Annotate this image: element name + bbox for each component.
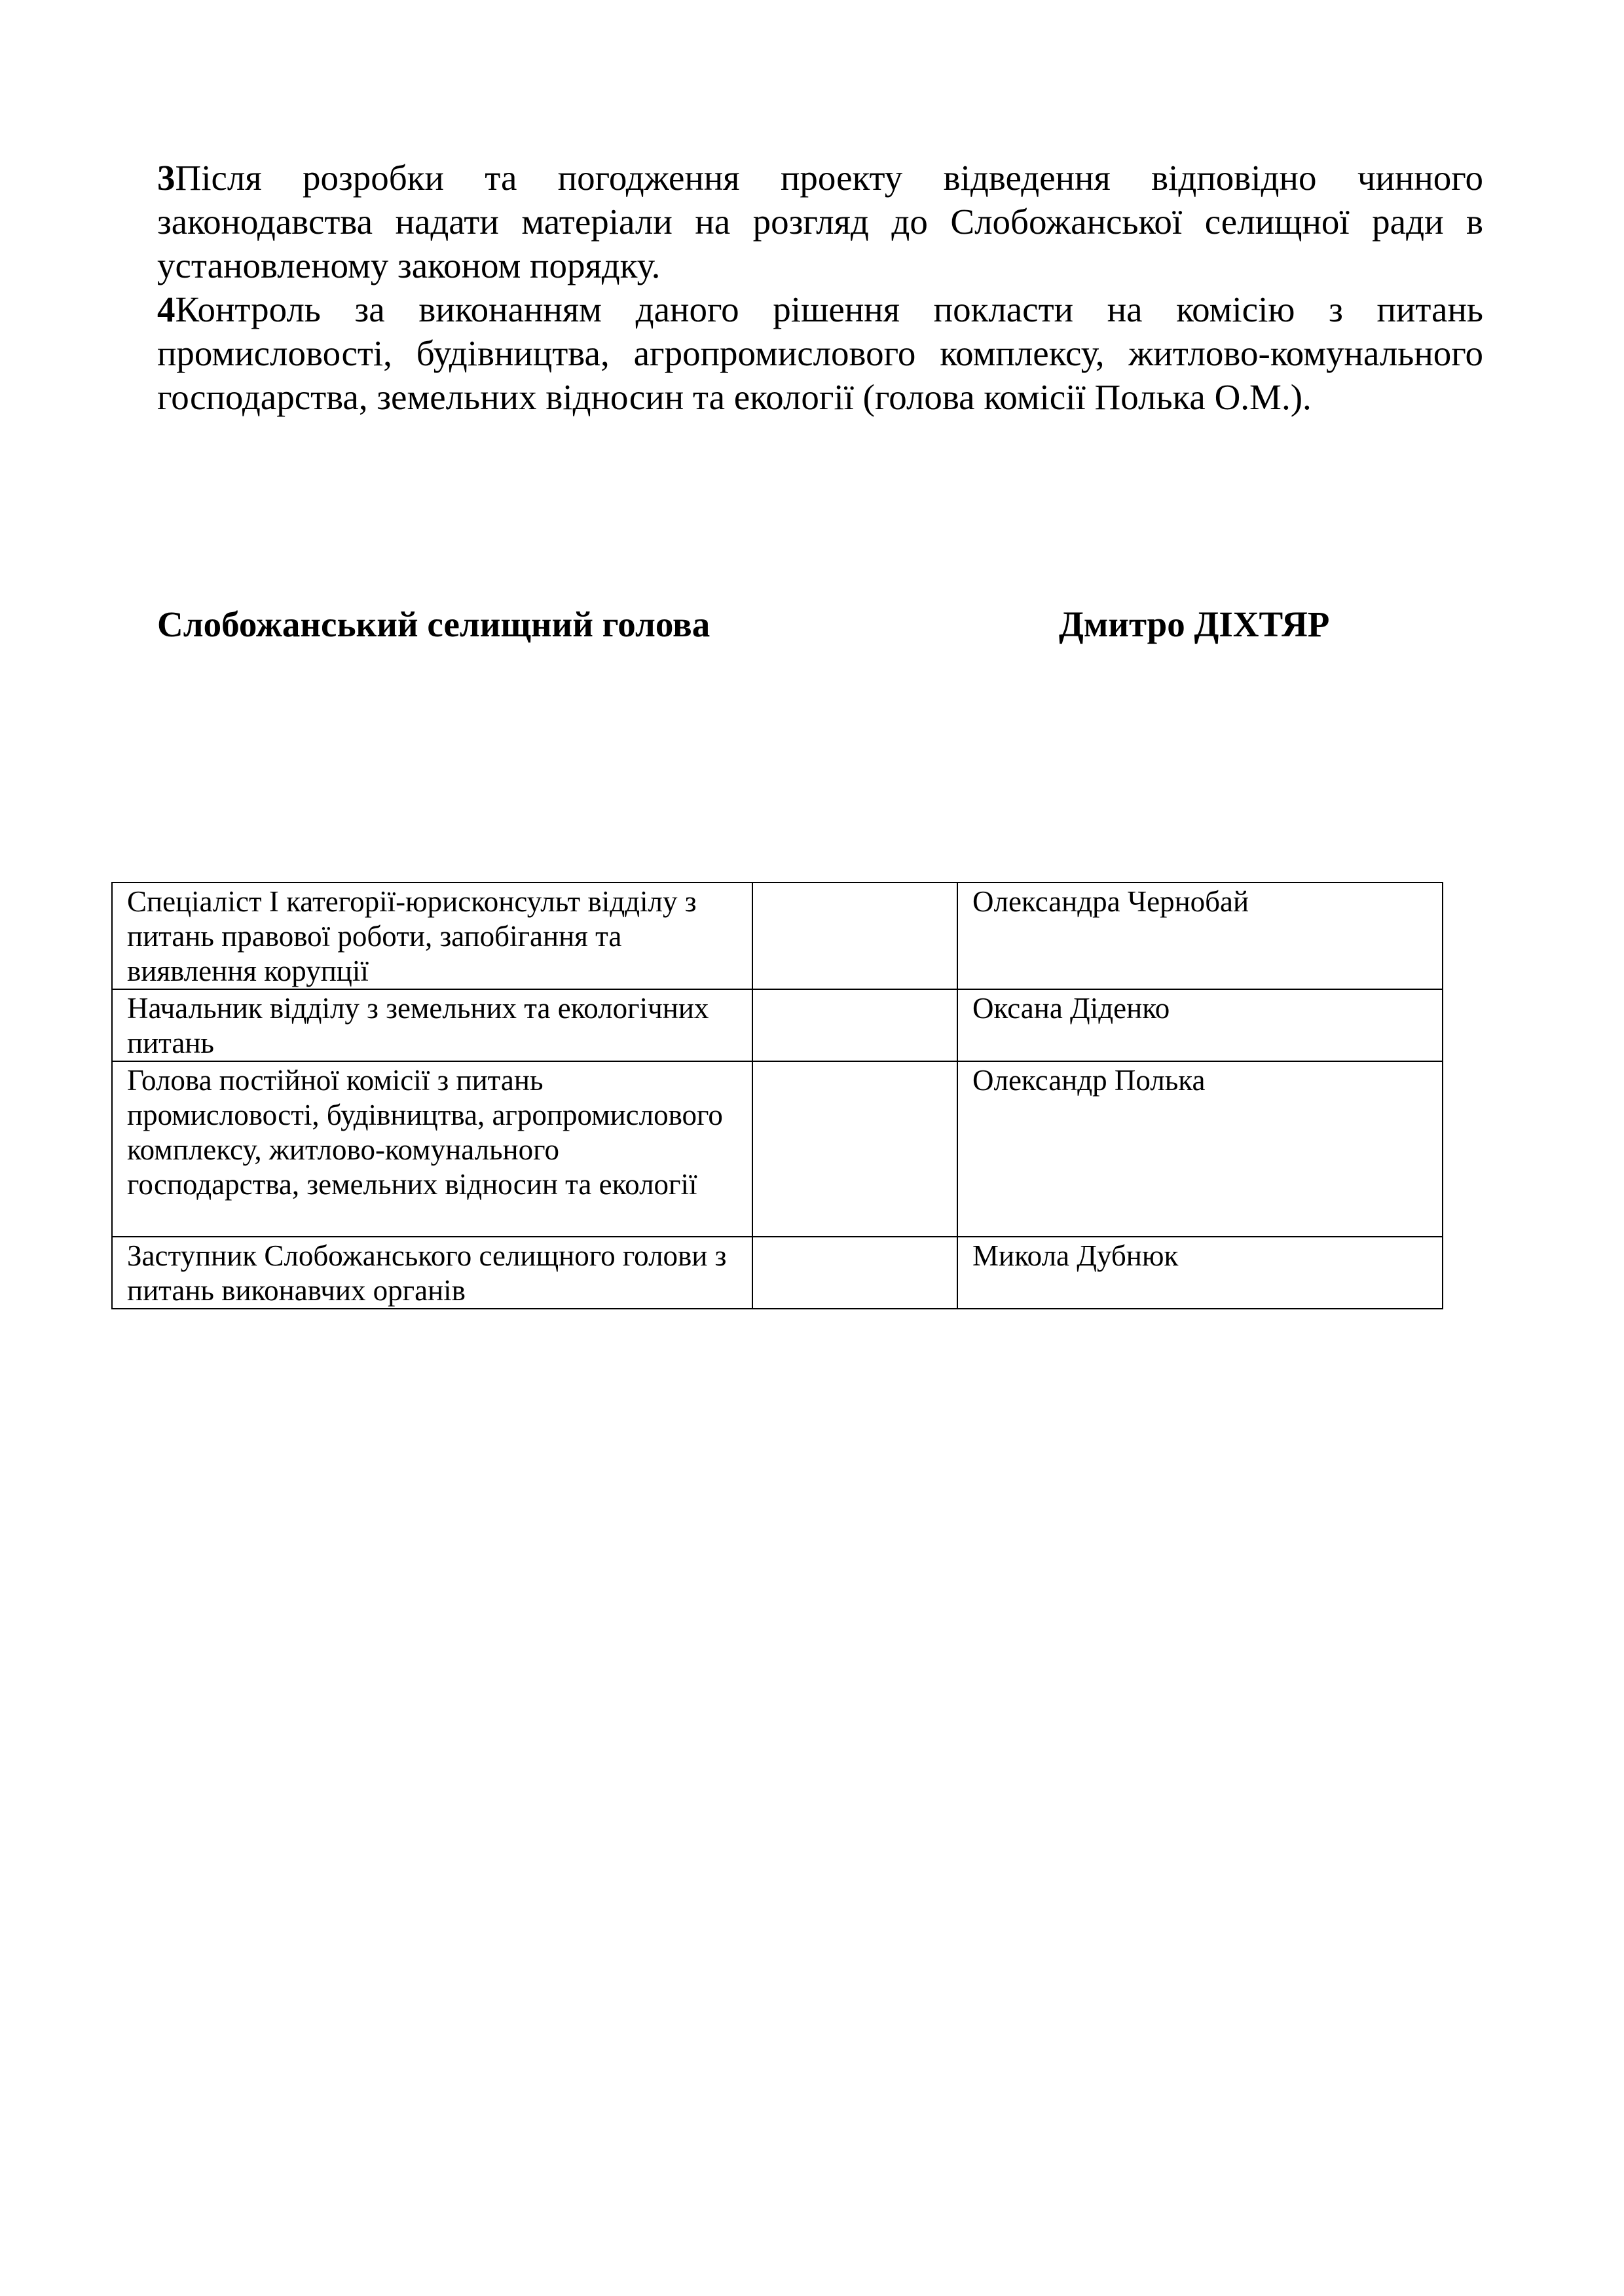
approver-position: Спеціаліст І категорії-юрисконсульт відділу з питань правової роботи, запобігання та виявлення корупції <box>112 883 752 989</box>
approver-position: Голова постійної комісії з питань промисловості, будівництва, агропромислового комплексу, житлово-комунального господарства, земельних відносин та екології <box>112 1061 752 1237</box>
table-row <box>112 1237 1443 1309</box>
table-row <box>112 883 1443 989</box>
paragraph-4 <box>157 287 1483 419</box>
paragraph-4-number: 4 <box>157 289 175 329</box>
table-row <box>112 989 1443 1061</box>
approver-position: Начальник відділу з земельних та екологічних питань <box>112 989 752 1061</box>
approvals-table <box>111 882 1443 1309</box>
signature-name: Дмитро ДІХТЯР <box>1059 604 1330 644</box>
approver-signature-cell <box>752 1237 957 1309</box>
paragraph-3 <box>157 156 1483 287</box>
approver-signature-cell <box>752 989 957 1061</box>
paragraph-4-text: Контроль за виконанням даного рішення покласти на комісію з питань промисловості, будівництва, агропромислового комплексу, житлово-комунального господарства, земельних відносин та екології (голова комісії Полька О.М.). <box>157 289 1483 417</box>
table-row <box>112 1061 1443 1237</box>
approver-signature-cell <box>752 1061 957 1237</box>
approver-signature-cell <box>752 883 957 989</box>
approver-position: Заступник Слобожанського селищного голови з питань виконавчих органів <box>112 1237 752 1309</box>
paragraph-3-number: 3 <box>157 158 175 198</box>
approver-name: Олександра Чернобай <box>957 883 1443 989</box>
signature-title: Слобожанський селищний голова <box>157 604 710 644</box>
approver-name: Олександр Полька <box>957 1061 1443 1237</box>
paragraph-3-text: Після розробки та погодження проекту відведення відповідно чинного законодавства надати матеріали на розгляд до Слобожанської селищної ради в установленому законом порядку. <box>157 158 1483 285</box>
approver-name: Микола Дубнюк <box>957 1237 1443 1309</box>
approver-name: Оксана Діденко <box>957 989 1443 1061</box>
